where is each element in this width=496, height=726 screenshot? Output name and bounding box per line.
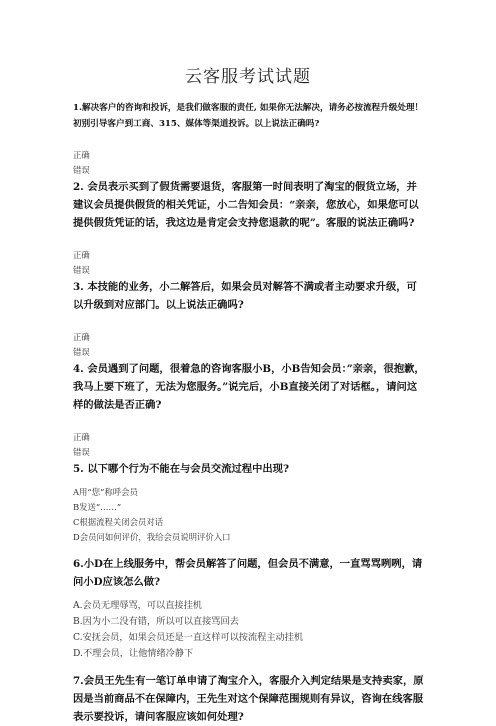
option-wrong: 错误	[73, 347, 90, 357]
question-1	[73, 100, 425, 178]
option-a: A.会员无理辱骂，可以直接挂机	[73, 600, 202, 611]
question-text: 7.会员王先生有一笔订单申请了淘宝介入，客服介入判定结果是支持卖家，原因是当前商品不在保障内，王先生对这个保障范围规则有异议，咨询在线客服表示要投诉，请问客服应该如何处理?	[73, 675, 424, 723]
option-correct: 正确	[73, 150, 90, 160]
question-text: 6.小D在上线服务中，帮会员解答了问题，但会员不满意，一直骂骂咧咧，请问小D应该怎么做?	[73, 558, 423, 588]
question-4	[73, 360, 425, 460]
option-correct: 正确	[73, 332, 90, 342]
question-text: 1.解决客户的咨询和投诉，是我们做客服的责任, 如果你无法解决，请务必按流程升级处理！初别引导客户到工商、315、媒体等渠道投诉。以上说法正确吗?	[73, 103, 424, 129]
question-text: 5. 以下哪个行为不能在与会员交流过程中出现?	[73, 463, 290, 475]
question-6	[73, 555, 425, 672]
question-2	[73, 178, 425, 278]
question-5	[73, 460, 425, 555]
option-d: D.不理会员，让他情绪冷静下	[73, 648, 194, 659]
option-correct: 正确	[73, 432, 90, 442]
option-c: C根据流程关闭会员对话	[73, 517, 164, 527]
document-title: 云客服考试试题	[185, 67, 311, 87]
question-text: 3. 本技能的业务，小二解答后，如果会员对解答不满或者主动要求升级，可以升级到对应部门。以上说法正确吗?	[73, 281, 417, 311]
option-correct: 正确	[73, 250, 90, 260]
question-text: 2. 会员表示买到了假货需要退货，客服第一时间表明了淘宝的假货立场，并建议会员提供假货的相关凭证，小二告知会员：“亲亲，您放心，如果您可以提供假货凭证的话，我这边是肯定会支持您退款的呢”。客服的说法正确吗?	[73, 181, 419, 229]
option-wrong: 错误	[73, 165, 90, 175]
question-text: 4. 会员遇到了问题，很着急的咨询客服小B，小B告知会员：”亲亲，很抱歉，我马上要下班了，无法为您服务。”说完后，小B直接关闭了对话框。，请问这样的做法是否正确?	[73, 363, 425, 411]
question-3	[73, 278, 425, 360]
option-wrong: 错误	[73, 265, 90, 275]
option-wrong: 错误	[73, 447, 90, 457]
option-d: D会员问如何评价，我给会员说明评价入口	[73, 532, 231, 542]
option-c: C.安抚会员，如果会员还是一直这样可以按流程主动挂机	[73, 632, 304, 643]
question-7	[73, 672, 425, 726]
question-list	[73, 100, 425, 726]
option-b: B.因为小二没有错，所以可以直接骂回去	[73, 616, 239, 627]
option-b: B发送“……”	[73, 502, 122, 512]
option-a: A用“您”称呼会员	[73, 487, 138, 497]
